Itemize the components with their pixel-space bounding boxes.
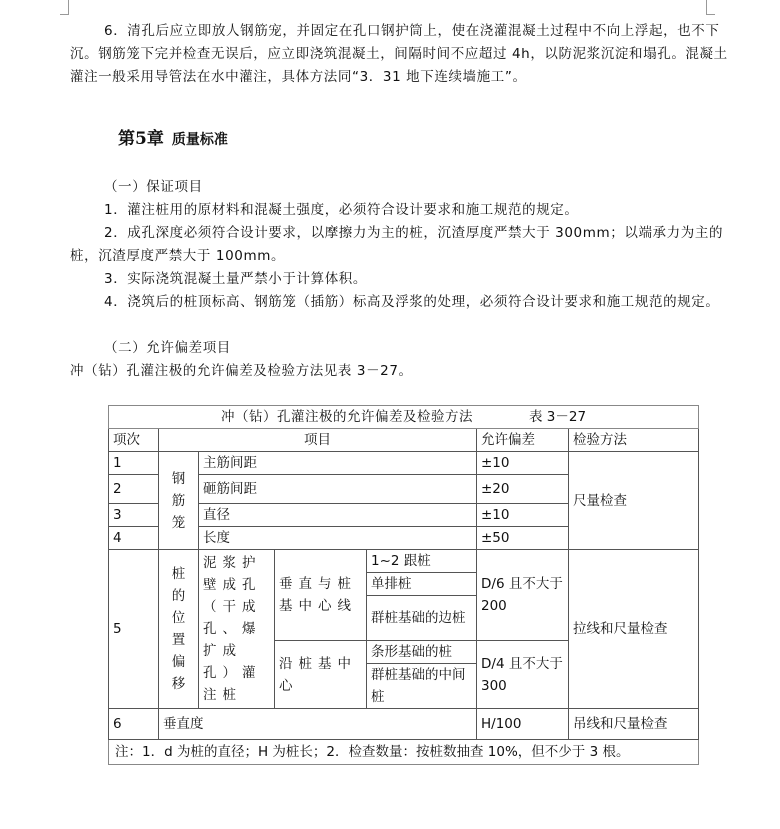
row-no: 4	[109, 527, 159, 550]
section-heading-guarantee: （一）保证项目	[104, 179, 203, 195]
table-number: 表 3－27	[528, 409, 587, 425]
table-row	[109, 452, 699, 475]
row-tolerance: ±50	[477, 527, 569, 550]
row-tolerance: ±10	[477, 452, 569, 475]
row-no: 1	[109, 452, 159, 475]
guarantee-item: 1．灌注桩用的原材料和混凝土强度，必须符合设计要求和施工规范的规定。	[104, 202, 579, 218]
guarantee-item: 4．浇筑后的桩顶标高、钢筋笼（插筋）标高及浮浆的处理，必须符合设计要求和施工规范的规定。	[104, 294, 720, 310]
group-offset-label: 桩的位置偏移	[171, 566, 186, 692]
row-no: 6	[109, 709, 159, 740]
row-item: 垂直度	[159, 709, 477, 740]
pile-type: 群桩基础的中间桩	[367, 664, 477, 709]
intro-paragraph: 6．清孔后应立即放人钢筋宠，并固定在孔口钢护筒上，使在浇灌混凝土过程中不向上浮起，也不下沉。钢筋笼下完并检查无误后，应立即浇筑混凝土，间隔时间不应超过 4h，以防泥浆沉淀和塌孔。混凝土灌注一般采用导管法在水中灌注，具体方法同“3．31 地下连续墙施工”。	[70, 23, 728, 85]
pile-type: 1~2 跟桩	[367, 550, 477, 573]
table-note-row	[109, 740, 699, 765]
header-no: 项次	[109, 429, 159, 452]
chapter-number: 第5章	[118, 129, 164, 149]
row-item: 长度	[199, 527, 477, 550]
row-method: 吊线和尺量检查	[569, 709, 699, 740]
table-note: 注：1．d 为桩的直径；H 为桩长；2．检查数量：按桩数抽查 10%，但不少于 3 根。	[109, 740, 699, 765]
direction-vertical: 垂直与桩基中心线	[275, 550, 367, 641]
header-tolerance: 允许偏差	[477, 429, 569, 452]
table-header-row	[109, 429, 699, 452]
table-caption: 冲（钻）孔灌注极的允许偏差及检验方法	[220, 409, 473, 425]
guarantee-item: 2．成孔深度必须符合设计要求，以摩擦力为主的桩，沉渣厚度严禁大于 300mm；以端承力为主的桩，沉渣厚度严禁大于 100mm。	[70, 225, 724, 264]
row-tolerance: H/100	[477, 709, 569, 740]
margin-mark-left-h	[60, 14, 69, 15]
pile-type: 条形基础的桩	[367, 641, 477, 664]
offset-method: 拉线和尺量检查	[569, 550, 699, 709]
row-no: 5	[109, 550, 159, 709]
header-method: 检验方法	[569, 429, 699, 452]
row-no: 2	[109, 475, 159, 504]
pile-type: 单排桩	[367, 573, 477, 596]
row-item: 砸筋间距	[199, 475, 477, 504]
chapter-title: 质量标准	[171, 132, 228, 148]
row-tolerance: ±10	[477, 504, 569, 527]
pile-type: 群桩基础的边桩	[367, 596, 477, 641]
group-cage	[159, 452, 199, 550]
table-caption-row	[109, 406, 699, 429]
row-tolerance: ±20	[477, 475, 569, 504]
group-cage-label: 钢筋笼	[171, 470, 186, 531]
chapter-heading	[118, 124, 228, 149]
row-item: 直径	[199, 504, 477, 527]
header-item: 项目	[159, 429, 477, 452]
margin-mark-left	[68, 0, 69, 14]
direction-along: 沿桩基中心	[275, 641, 367, 709]
margin-mark-right-h	[706, 14, 715, 15]
tolerance-d4: D/4 且不大于 300	[477, 641, 569, 709]
section-heading-tolerance: （二）允许偏差项目	[104, 340, 231, 356]
group-offset	[159, 550, 199, 709]
table-row	[109, 709, 699, 740]
cage-method: 尺量检查	[569, 452, 699, 550]
table-row	[109, 550, 699, 573]
table-reference: 冲（钻）孔灌注极的允许偏差及检验方法见表 3－27。	[70, 363, 413, 379]
sub-group-mud: 泥浆护壁成孔（干成孔、爆扩成孔）灌注桩	[199, 550, 275, 709]
row-no: 3	[109, 504, 159, 527]
guarantee-item: 3．实际浇筑混凝土量严禁小于计算体积。	[104, 271, 367, 287]
margin-mark-right	[706, 0, 707, 14]
tolerance-d6: D/6 且不大于 200	[477, 550, 569, 641]
row-item: 主筋间距	[199, 452, 477, 475]
tolerance-table	[108, 405, 699, 765]
